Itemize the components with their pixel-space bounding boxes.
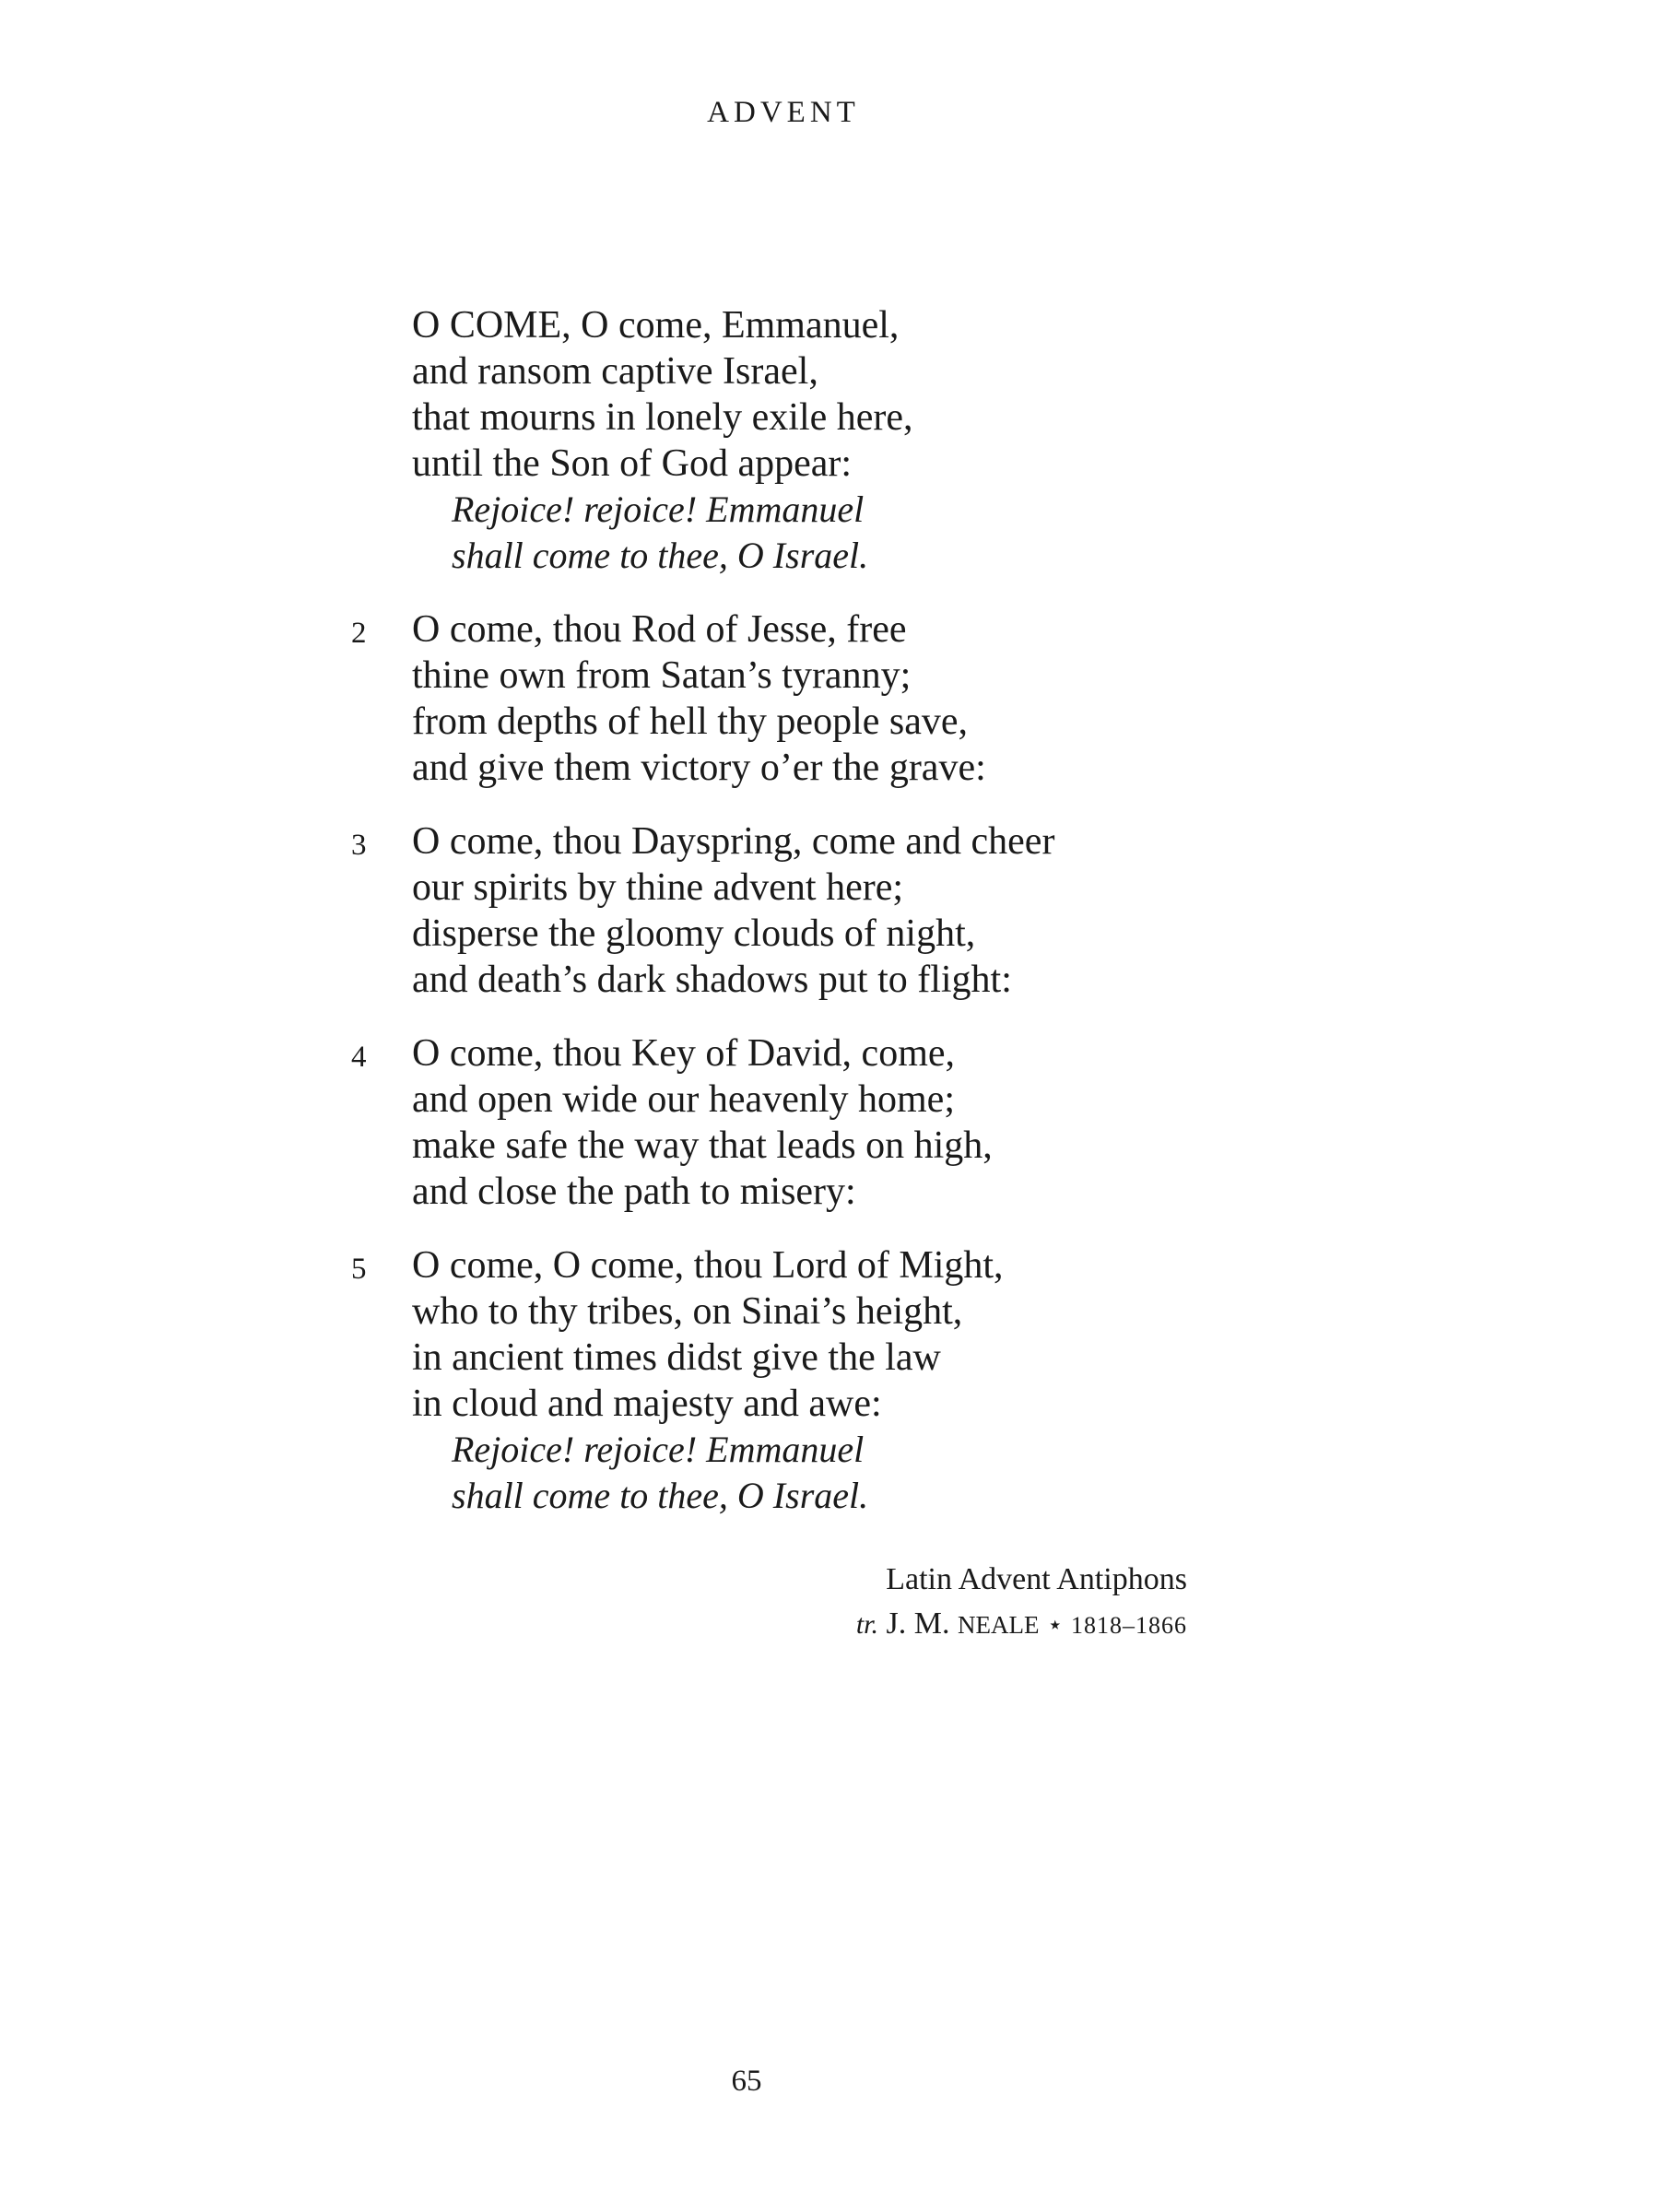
stanza-1 — [0, 302, 1659, 579]
verse-number: 5 — [351, 1253, 367, 1286]
page-number: 65 — [731, 2065, 762, 2098]
verse-line: and give them victory o’er the grave: — [412, 747, 986, 789]
verse-line: and ransom captive Israel, — [412, 350, 818, 393]
star-icon: ⋆ — [1046, 1611, 1064, 1640]
verse-number: 4 — [351, 1041, 367, 1074]
translator-initials: J. M. — [886, 1606, 950, 1641]
verse-line: and death’s dark shadows put to flight: — [412, 959, 1012, 1001]
verse-line: disperse the gloomy clouds of night, — [412, 912, 976, 955]
verse-line: until the Son of God appear: — [412, 442, 853, 485]
running-head: ADVENT — [707, 96, 860, 129]
hymn-text — [0, 302, 1659, 1547]
stanza-3 — [0, 818, 1659, 1003]
stanza-2 — [0, 606, 1659, 791]
verse-line: in cloud and majesty and awe: — [412, 1382, 882, 1425]
verse-line: and close the path to misery: — [412, 1171, 856, 1213]
verse-line: O come, thou Key of David, come, — [412, 1032, 956, 1075]
refrain-line: Rejoice! rejoice! Emmanuel — [452, 1429, 865, 1470]
attribution-source: Latin Advent Antiphons — [886, 1562, 1187, 1596]
verse-line: O COME, O come, Emmanuel, — [412, 304, 900, 347]
verse-line: make safe the way that leads on high, — [412, 1124, 993, 1167]
attribution-translator — [856, 1602, 1187, 1648]
verse-line: in ancient times didst give the law — [412, 1336, 941, 1379]
translator-prefix: tr. — [855, 1609, 879, 1640]
verse-number: 3 — [351, 829, 367, 862]
refrain-line: shall come to thee, O Israel. — [452, 535, 869, 576]
refrain — [0, 487, 1659, 579]
verse-line: thine own from Satan’s tyranny; — [412, 654, 912, 697]
verse-line: O come, thou Dayspring, come and cheer — [412, 820, 1055, 863]
verse-number: 2 — [351, 617, 367, 650]
verse-line: O come, O come, thou Lord of Might, — [412, 1244, 1004, 1287]
translator-dates: 1818–1866 — [1071, 1612, 1187, 1639]
attribution — [856, 1558, 1187, 1648]
refrain — [0, 1427, 1659, 1519]
verse-line: O come, thou Rod of Jesse, free — [412, 608, 907, 651]
stanza-4 — [0, 1030, 1659, 1215]
stanza-5 — [0, 1242, 1659, 1519]
refrain-line: Rejoice! rejoice! Emmanuel — [452, 488, 865, 530]
verse-line: and open wide our heavenly home; — [412, 1078, 955, 1121]
translator-name — [887, 1606, 1040, 1641]
refrain-line: shall come to thee, O Israel. — [452, 1475, 869, 1516]
verse-line: our spirits by thine advent here; — [412, 866, 904, 909]
translator-surname: NEALE — [957, 1611, 1040, 1639]
verse-line: from depths of hell thy people save, — [412, 700, 969, 743]
verse-line: who to thy tribes, on Sinai’s height, — [412, 1290, 963, 1333]
verse-line: that mourns in lonely exile here, — [412, 396, 913, 439]
